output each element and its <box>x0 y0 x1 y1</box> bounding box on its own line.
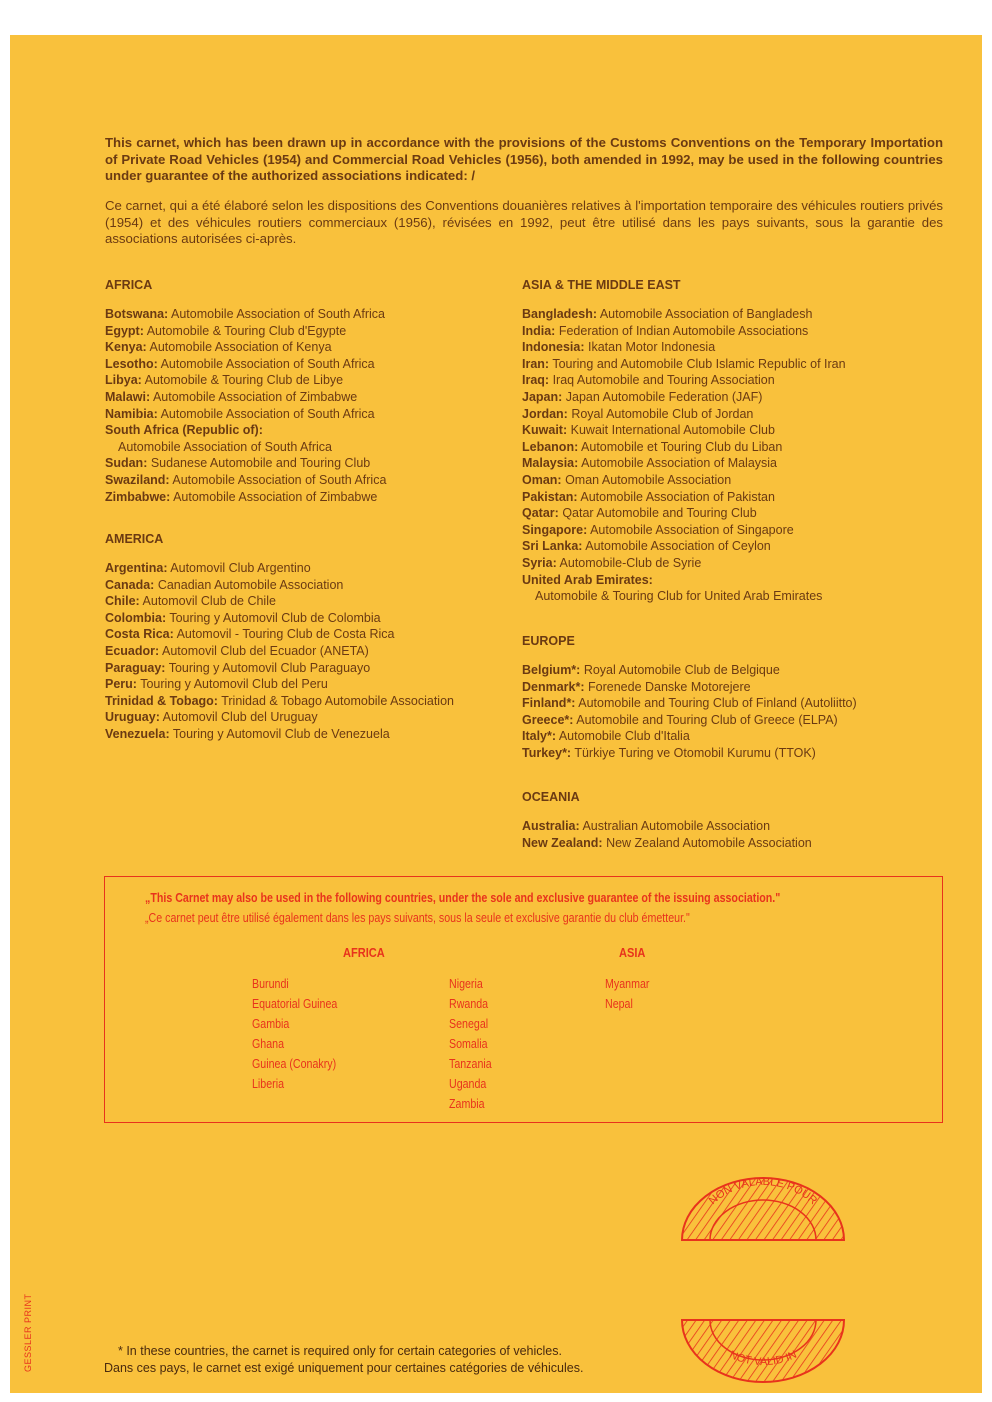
association-name: Japan Automobile Federation (JAF) <box>565 389 763 404</box>
country-name: Trinidad & Tobago: <box>105 693 218 708</box>
association-name: Automobile & Touring Club d'Egypte <box>146 323 347 338</box>
country-name: Namibia: <box>105 406 158 421</box>
country-name: Chile: <box>105 594 140 609</box>
box-country: Burundi <box>252 976 289 991</box>
country-name: Pakistan: <box>522 489 578 504</box>
box-country: Tanzania <box>449 1056 492 1071</box>
box-country: Nepal <box>605 996 633 1011</box>
association-name: Automobile Association of South Africa <box>160 356 375 371</box>
association-name: Automobile Club d'Italia <box>558 729 690 744</box>
stamp-top-text: NON VALABLE POUR <box>706 1176 820 1208</box>
country-entry <box>105 406 386 423</box>
association-name: Iraq Automobile and Touring Association <box>552 373 775 388</box>
country-entry <box>105 577 454 594</box>
country-entry <box>522 323 846 340</box>
association-name: Automovil Club de Chile <box>142 594 276 609</box>
association-name: Royal Automobile Club of Jordan <box>571 406 754 421</box>
box-country: Rwanda <box>449 996 489 1011</box>
footnote-french: Dans ces pays, le carnet est exigé uniquement pour certaines catégories de véhicules. <box>104 1361 584 1375</box>
association-name: Automobile and Touring Club of Greece (ELPA) <box>576 712 838 727</box>
association-name: Forenede Danske Motorejere <box>588 679 751 694</box>
footnote <box>104 1343 583 1377</box>
country-entry <box>522 662 857 679</box>
country-name: Paraguay: <box>105 660 166 675</box>
association-name: Touring y Automovil Club de Colombia <box>169 610 381 625</box>
country-entry <box>105 339 386 356</box>
country-name: Singapore: <box>522 522 588 537</box>
country-name: Australia: <box>522 819 580 833</box>
country-entry <box>522 572 846 605</box>
country-name: Malaysia: <box>522 456 579 471</box>
country-name: Costa Rica: <box>105 627 174 642</box>
country-name: Lebanon: <box>522 439 579 454</box>
association-name: Automovil Club del Ecuador (ANETA) <box>161 643 369 658</box>
country-name: Belgium*: <box>522 663 581 677</box>
box-africa-heading: AFRICA <box>343 945 385 960</box>
association-name: Automobile Association of Singapore <box>590 522 794 537</box>
country-entry <box>105 389 386 406</box>
box-country: Equatorial Guinea <box>252 996 338 1011</box>
country-name: Indonesia: <box>522 340 585 355</box>
association-name: Automobile & Touring Club de Libye <box>144 373 344 388</box>
country-list-america <box>105 560 454 743</box>
intro-french: Ce carnet, qui a été élaboré selon les dispositions des Conventions douanières relatives à l'importation temporaire des véhicules routiers privés (1954) et des véhicules routiers commerciaux (1956), révisées en 1992, peut être utilisé dans les pays suivants, sous la garantie des associations autorisées ci-après. <box>105 198 943 246</box>
country-name: Zimbabwe: <box>105 489 171 504</box>
country-name: South Africa (Republic of): <box>105 423 263 438</box>
section-asia-title: ASIA & THE MIDDLE EAST <box>522 278 681 292</box>
box-country: Ghana <box>252 1036 285 1051</box>
country-entry <box>522 472 846 489</box>
association-name: Automovil - Touring Club de Costa Rica <box>176 627 395 642</box>
box-country: Zambia <box>449 1096 485 1111</box>
association-name: Touring y Automovil Club Paraguayo <box>168 660 371 675</box>
country-entry <box>522 679 857 696</box>
association-name: Oman Automobile Association <box>565 472 732 487</box>
country-name: Peru: <box>105 677 137 692</box>
stamp-not-valid-in <box>680 1318 846 1384</box>
section-oceania <box>522 790 812 851</box>
section-europe <box>522 634 857 762</box>
association-name: Automobile and Touring Club of Finland (Autoliitto) <box>578 696 857 711</box>
section-oceania-title: OCEANIA <box>522 790 580 804</box>
association-name: Touring y Automovil Club del Peru <box>140 677 328 692</box>
association-name: New Zealand Automobile Association <box>606 835 812 850</box>
country-entry <box>105 455 386 472</box>
section-asia <box>522 278 846 605</box>
country-entry <box>105 489 386 506</box>
section-europe-title: EUROPE <box>522 634 575 648</box>
stamp-non-valable <box>680 1176 846 1242</box>
country-entry <box>522 728 857 745</box>
country-entry <box>105 726 454 743</box>
association-name: Automobile Association of Bangladesh <box>599 307 813 321</box>
association-name: Touring and Automobile Club Islamic Republic of Iran <box>552 356 846 371</box>
country-entry <box>105 306 386 323</box>
country-entry <box>105 693 454 710</box>
box-country: Nigeria <box>449 976 483 991</box>
country-entry <box>105 709 454 726</box>
box-country: Gambia <box>252 1016 290 1031</box>
country-list-asia <box>522 306 846 605</box>
association-name: Automobile-Club de Syrie <box>559 555 702 570</box>
country-entry <box>522 389 846 406</box>
country-list-africa <box>105 306 386 505</box>
country-name: Ecuador: <box>105 643 160 658</box>
country-list-oceania <box>522 818 812 851</box>
country-entry <box>522 505 846 522</box>
box-quote-french: „Ce carnet peut être utilisé également dans les pays suivants, sous la seule et exclusive garantie du club émetteur." <box>145 910 690 925</box>
country-name: Jordan: <box>522 406 568 421</box>
country-entry <box>522 712 857 729</box>
association-name: Automobile Association of Pakistan <box>580 489 775 504</box>
country-name: Canada: <box>105 577 155 592</box>
section-africa <box>105 278 386 505</box>
country-name: Qatar: <box>522 506 559 521</box>
association-name: Automobile Association of Kenya <box>149 340 332 355</box>
association-name: Automobile Association of South Africa <box>118 439 333 454</box>
association-name: Canadian Automobile Association <box>157 577 344 592</box>
country-entry <box>522 406 846 423</box>
box-quote-english: „This Carnet may also be used in the following countries, under the sole and exclusive guarantee of the issuing association." <box>145 890 781 905</box>
country-name: Japan: <box>522 389 563 404</box>
country-entry <box>105 643 454 660</box>
country-name: Greece*: <box>522 712 574 727</box>
country-entry <box>522 835 812 852</box>
country-name: Syria: <box>522 555 557 570</box>
country-name: Kenya: <box>105 340 147 355</box>
country-entry <box>105 560 454 577</box>
association-name: Automovil Club del Uruguay <box>162 710 318 725</box>
country-entry <box>522 538 846 555</box>
association-name: Türkiye Turing ve Otomobil Kurumu (TTOK) <box>574 745 816 760</box>
country-name: Botswana: <box>105 307 169 321</box>
country-name: Italy*: <box>522 729 557 744</box>
association-name: Touring y Automovil Club de Venezuela <box>172 726 390 741</box>
country-entry <box>105 676 454 693</box>
country-name: United Arab Emirates: <box>522 572 653 587</box>
country-name: Kuwait: <box>522 423 568 438</box>
country-name: Denmark*: <box>522 679 585 694</box>
country-name: Colombia: <box>105 610 167 625</box>
box-africa-column-2 <box>449 974 492 1114</box>
country-entry <box>105 660 454 677</box>
country-name: Turkey*: <box>522 745 572 760</box>
box-asia-column <box>605 974 649 1014</box>
country-name: Bangladesh: <box>522 307 598 321</box>
association-name: Trinidad & Tobago Automobile Association <box>221 693 454 708</box>
intro-english: This carnet, which has been drawn up in accordance with the provisions of the Customs Conventions on the Temporary Importation of Private Road Vehicles (1954) and Commercial Road Vehicles (1956), both amended in 1992, may be used in the following countries under guarantee of the authorized associations indicated: / <box>105 135 943 183</box>
box-country: Uganda <box>449 1076 487 1091</box>
stamp-bottom-text: NOT VALID IN <box>727 1348 799 1369</box>
country-entry <box>522 339 846 356</box>
country-entry <box>522 745 857 762</box>
country-name: Malawi: <box>105 389 151 404</box>
association-name: Automobile Association of South Africa <box>171 307 386 321</box>
country-name: New Zealand: <box>522 835 603 850</box>
association-name: Sudanese Automobile and Touring Club <box>150 456 371 471</box>
country-name: Sri Lanka: <box>522 539 583 554</box>
box-asia-heading: ASIA <box>619 945 646 960</box>
country-entry <box>105 626 454 643</box>
country-entry <box>522 356 846 373</box>
association-name: Automobile Association of Zimbabwe <box>173 489 378 504</box>
country-entry <box>105 372 386 389</box>
additional-countries-box <box>104 876 943 1123</box>
association-name: Automobile Association of Zimbabwe <box>152 389 358 404</box>
country-name: Argentina: <box>105 561 168 575</box>
association-name: Automobile & Touring Club for United Arab Emirates <box>535 589 823 604</box>
country-entry <box>522 522 846 539</box>
country-entry <box>522 818 812 835</box>
country-name: Sudan: <box>105 456 148 471</box>
association-name: Royal Automobile Club de Belgique <box>583 663 780 677</box>
country-entry <box>105 422 386 455</box>
association-name: Automobile et Touring Club du Liban <box>581 439 783 454</box>
country-entry <box>105 593 454 610</box>
association-name: Automovil Club Argentino <box>170 561 311 575</box>
country-name: Oman: <box>522 472 562 487</box>
country-entry <box>522 439 846 456</box>
country-entry <box>522 422 846 439</box>
association-name: Federation of Indian Automobile Associations <box>558 323 809 338</box>
country-entry <box>522 555 846 572</box>
country-name: Iran: <box>522 356 550 371</box>
section-america-title: AMERICA <box>105 532 164 546</box>
association-name: Automobile Association of Ceylon <box>585 539 771 554</box>
country-name: Venezuela: <box>105 726 170 741</box>
country-name: Swaziland: <box>105 472 170 487</box>
box-country: Myanmar <box>605 976 650 991</box>
country-name: Uruguay: <box>105 710 160 725</box>
country-entry <box>105 610 454 627</box>
association-name: Automobile Association of Malaysia <box>581 456 778 471</box>
country-name: Iraq: <box>522 373 550 388</box>
country-entry <box>522 306 846 323</box>
country-entry <box>105 356 386 373</box>
footnote-english: * In these countries, the carnet is required only for certain categories of vehicles. <box>118 1344 562 1358</box>
country-entry <box>105 472 386 489</box>
printer-imprint: GESSLER PRINT <box>23 1293 33 1372</box>
association-name: Automobile Association of South Africa <box>172 472 387 487</box>
association-name: Automobile Association of South Africa <box>160 406 375 421</box>
section-africa-title: AFRICA <box>105 278 153 292</box>
country-list-europe <box>522 662 857 762</box>
country-name: Finland*: <box>522 696 576 711</box>
country-name: Libya: <box>105 373 142 388</box>
country-entry <box>522 489 846 506</box>
association-name: Qatar Automobile and Touring Club <box>562 506 757 521</box>
country-name: India: <box>522 323 556 338</box>
section-america <box>105 532 454 743</box>
box-country: Somalia <box>449 1036 488 1051</box>
box-country: Liberia <box>252 1076 285 1091</box>
box-africa-column-1 <box>252 974 337 1094</box>
country-entry <box>522 372 846 389</box>
association-name: Australian Automobile Association <box>582 819 771 833</box>
association-name: Ikatan Motor Indonesia <box>588 340 716 355</box>
country-name: Lesotho: <box>105 356 158 371</box>
country-entry <box>522 455 846 472</box>
country-entry <box>522 695 857 712</box>
box-country: Guinea (Conakry) <box>252 1056 337 1071</box>
box-country: Senegal <box>449 1016 489 1031</box>
association-name: Kuwait International Automobile Club <box>570 423 775 438</box>
country-name: Egypt: <box>105 323 144 338</box>
country-entry <box>105 323 386 340</box>
